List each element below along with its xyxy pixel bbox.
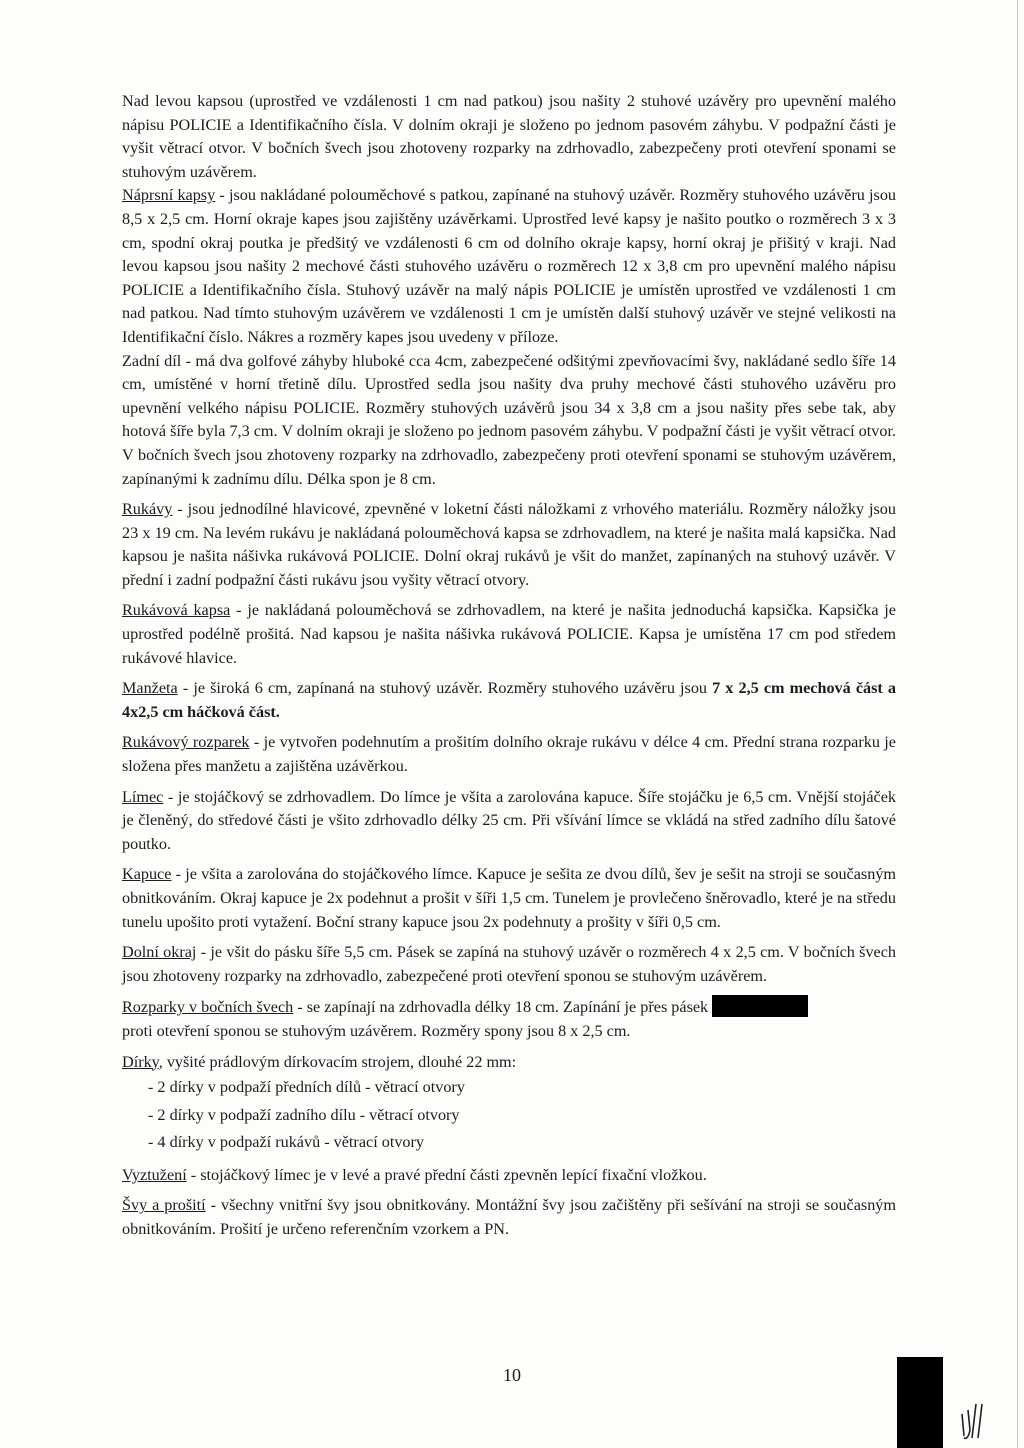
paragraph-naprsni-kapsy <box>122 184 896 349</box>
paragraph-intro: Nad levou kapsou (uprostřed ve vzdálenosti 1 cm nad patkou) jsou našity 2 stuhové uzávěry pro upevnění malého nápisu POLICIE a Identifikačního čísla. V dolním okraji je složeno po jednom pasovém záhybu. V podpažní části je vyšit větrací otvor. V bočních švech jsou zhotoveny rozparky na zdrhovadlo, zabezpečeny proti otevření sponami se stuhovým uzávěrem. <box>122 92 896 181</box>
page-edge-line <box>1017 0 1018 1448</box>
text-manzeta: - je široká 6 cm, zapínaná na stuhový uzávěr. Rozměry stuhového uzávěru jsou <box>177 679 713 698</box>
paragraph-dirky <box>122 1051 896 1075</box>
paragraph-rukavovy-rozparek <box>122 731 896 778</box>
text-rozparky: - se zapínají na zdrhovadla délky 18 cm. Zapínání je přes pásek <box>293 998 709 1017</box>
text-rukavovy-rozparek: - je vytvořen podehnutím a prošitím dolního okraje rukávu v délce 4 cm. Přední strana rozparku je složena přes manžetu a zajištěna uzávěrkou. <box>122 733 896 776</box>
text-naprsni-kapsy: - jsou nakládané polouměchové s patkou, zapínané na stuhový uzávěr. Rozměry stuhového uzávěru jsou 8,5 x 2,5 cm. Horní okraje kapes jsou zajištěny uzávěrkami. Uprostřed levé kapsy je našito poutko o rozměrech 3 x 3 cm, spodní okraj poutka je předšitý ve vzdálenosti 6 cm od dolního okraje kapsy, horní okraj je přišitý v kraji. Nad levou kapsou jsou našity 2 mechové části stuhového uzávěru o rozměrech 12 x 3,8 cm pro upevnění malého nápisu POLICIE a Identifikačního čísla. Stuhový uzávěr na malý nápis POLICIE je umístěn uprostřed ve vzdálenosti 1 cm nad patkou. Nad tímto stuhovým uzávěrem ve vzdálenosti 1 cm je umístěn další stuhový uzávěr ve stejné velikosti na Identifikační číslo. Nákres a rozměry kapes jsou uvedeny v příloze. <box>122 186 897 346</box>
heading-vyztuzeni: Vyztužení <box>122 1165 187 1184</box>
heading-rukavy: Rukávy <box>122 500 173 519</box>
text-svy-a-prositi: - všechny vnitřní švy jsou obnitkovány. Montážní švy jsou začištěny při sešívání na stroji se současným obnitkováním. Prošití je určeno referenčním vzorkem a PN. <box>122 1196 896 1238</box>
text-rukavy: - jsou jednodílné hlavicové, zpevněné v loketní části náložkami z vrhového materiálu. Rozměry náložky jsou 23 x 19 cm. Na levém rukávu je nakládaná polouměchová kapsa se zdrhovadlem, na které je našita malá kapsička. Nad kapsou je našita nášivka rukávová POLICIE. Dolní okraj rukávů je všit do manžet, zapínaných na stuhový uzávěr. V přední i zadní podpažní části rukávu jsou vyšity větrací otvory. <box>122 500 896 589</box>
page-number: 10 <box>503 1365 521 1385</box>
text-dolni-okraj: - je všit do pásku šíře 5,5 cm. Pásek se zapíná na stuhový uzávěr o rozměrech 4 x 2,5 cm. V bočních švech jsou zhotoveny rozparky na zdrhovadlo, zabezpečené proti otevření sponou se stuhovým uzávěrem. <box>122 943 896 985</box>
text-dirky: , vyšité prádlovým dírkovacím strojem, dlouhé 22 mm: <box>158 1052 517 1071</box>
heading-manzeta: Manžeta <box>122 679 178 698</box>
heading-dirky: Dírky <box>122 1052 159 1071</box>
dirky-list <box>148 1074 896 1157</box>
heading-dolni-okraj: Dolní okraj <box>122 943 197 962</box>
heading-rukavovy-rozparek: Rukávový rozparek <box>122 733 250 752</box>
paragraph-manzeta <box>122 677 896 724</box>
text-kapuce: - je všita a zarolována do stojáčkového límce. Kapuce je sešita ze dvou dílů, šev je sešit na stroji se současným obnitkováním. Okraj kapuce je 2x podehnut a prošit v šíři 1,5 cm. Tunelem je provlečeno šněrovadlo, které je na středu tunelu upošito proti vytažení. Boční strany kapuce jsou 2x podehnuty a prošity v šíři 0,5 cm. <box>122 865 896 931</box>
paragraph-rukavova-kapsa <box>122 599 896 670</box>
text-manzeta-bold: 7 x 2,5 cm mechová část a 4x2,5 cm háčková část. <box>122 679 896 721</box>
paragraph-zadni-dil: Zadní díl - má dva golfové záhyby hluboké cca 4cm, zabezpečené odšitými zpevňovacími švy, nakládané sedlo šíře 14 cm, umístěné v horní třetině dílu. Uprostřed sedla jsou našity dva pruhy mechové části stuhového uzávěru pro upevnění velkého nápisu POLICIE. Rozměry stuhových uzávěrů jsou 34 x 3,8 cm a jsou našity přes sebe tak, aby hotová šíře byla 7,3 cm. V dolním okraji je složeno po jednom pasovém záhybu. V podpažní části je vyšit větrací otvor. V bočních švech jsou zhotoveny rozparky na zdrhovadlo, zabezpečeny proti otevření sponami se stuhovým uzávěrem, zapínanými k zadnímu dílu. Délka spon je 8 cm. <box>122 351 896 488</box>
heading-limec: Límec <box>122 787 164 806</box>
list-item: - 2 dírky v podpaží zadního dílu - větrací otvory <box>148 1105 460 1124</box>
scan-marker-bar <box>897 1357 943 1448</box>
list-item: - 4 dírky v podpaží rukávů - větrací otvory <box>148 1133 425 1152</box>
text-rozparky-continued: proti otevření sponou se stuhovým uzávěrem. Rozměry spony jsou 8 x 2,5 cm. <box>122 1021 631 1040</box>
heading-svy-a-prositi: Švy a prošití <box>122 1196 206 1215</box>
paragraph-limec <box>122 786 896 857</box>
redaction-box <box>712 995 808 1017</box>
paragraph-rukavy <box>122 498 896 592</box>
text-rukavova-kapsa: - je nakládaná polouměchová se zdrhovadlem, na které je našita jednoduchá kapsička. Kapsička je uprostřed podélně prošitá. Nad kapsou je našita nášivka rukávová POLICIE. Kapsa je umístěna 17 cm pod středem rukávové hlavice. <box>122 601 896 667</box>
heading-kapuce: Kapuce <box>122 865 172 884</box>
paragraph-vyztuzeni <box>122 1164 896 1188</box>
paragraph-kapuce <box>122 863 896 934</box>
document-body <box>122 90 896 1241</box>
heading-naprsni-kapsy: Náprsní kapsy <box>122 186 216 205</box>
paragraph-rozparky <box>122 995 896 1043</box>
paragraph-dolni-okraj <box>122 941 896 988</box>
signature-mark <box>958 1400 988 1440</box>
heading-rozparky: Rozparky v bočních švech <box>122 998 294 1017</box>
text-vyztuzeni: - stojáčkový límec je v levé a pravé přední části zpevněn lepící fixační vložkou. <box>186 1165 707 1184</box>
heading-rukavova-kapsa: Rukávová kapsa <box>122 601 231 620</box>
paragraph-svy-a-prositi <box>122 1194 896 1241</box>
list-item: - 2 dírky v podpaží předních dílů - větrací otvory <box>148 1078 465 1097</box>
text-limec: - je stojáčkový se zdrhovadlem. Do límce je všita a zarolována kapuce. Šíře stojáčku je 6,5 cm. Vnější stojáček je členěný, do středové části je všito zdrhovadlo délky 25 cm. Při všívání límce se vkládá na střed zadního dílu šatové poutko. <box>122 787 896 853</box>
